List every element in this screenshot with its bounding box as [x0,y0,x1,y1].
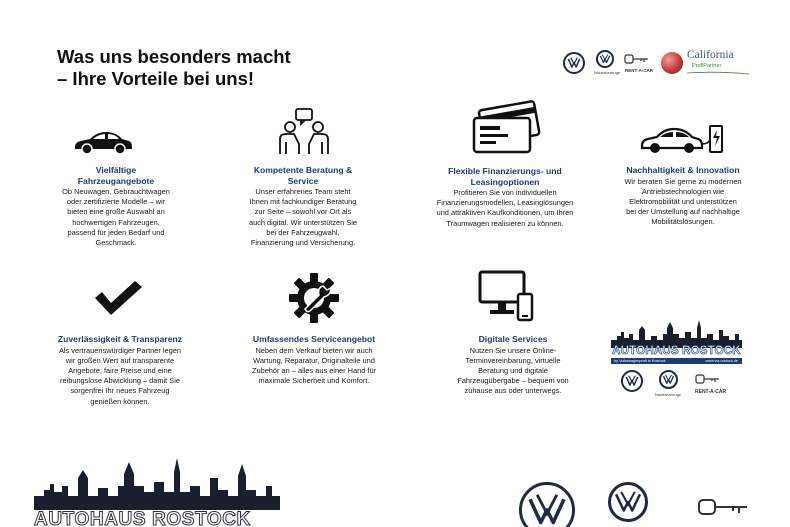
feature-title: Zuverlässigkeit & Transparenz [57,334,183,344]
rent-a-car-key-icon [624,52,650,66]
monitor-phone-icon [478,270,534,324]
electric-car-icon [640,122,726,156]
vw-logo-icon [519,482,575,527]
feature-reliability-transparency [40,334,200,407]
checkmark-icon [92,278,144,318]
credit-cards-icon [470,100,544,156]
vw-commercial-caption: Nutzfahrzeuge [594,70,621,75]
headline-line-2: – Ihre Vorteile bei uns! [57,68,255,89]
vw-logo-icon [621,370,643,392]
city-skyline-icon [32,456,282,510]
feature-title: Umfassendes Serviceangebot [252,334,376,344]
page-headline [57,46,357,90]
feature-title: Digitale Services [478,334,548,344]
feature-title: Flexible Finanzierungs- und Leasingoptionen [448,166,562,187]
feature-vehicle-offers [40,165,192,248]
rent-a-car-caption: RENT-A-CAR [625,68,653,73]
feature-description: Wir beraten Sie gerne zu modernen Antriebstechnologien wie Elektromobilität und unterstützen bei der Umstellung auf nachhaltige Mobilitätslösungen. [624,176,742,227]
rent-a-car-key-icon [697,494,751,520]
california-underline [687,71,749,75]
vw-commercial-caption: Nutzfahrzeuge [655,392,682,397]
feature-digital-services [438,334,588,397]
footer-dealer-logo [32,456,282,527]
dealer-strip-left: by Volkswagenprofi in Rostock [614,359,666,363]
feature-financing-leasing [420,166,590,229]
rent-a-car-key-icon [695,372,721,386]
feature-consulting-service [228,165,378,248]
vw-logo-icon [563,52,585,74]
headline-line-1: Was uns besonders macht [57,46,291,67]
feature-sustainability-innovation [606,165,760,228]
california-globe-icon [661,52,683,74]
footer-dealer-name: AUTOHAUS ROSTOCK [34,509,251,527]
feature-description: Nutzen Sie unsere Online- Terminvereinbarung, virtuelle Beratung und digitale Fahrzeugübergabe – bequem von zuhause aus oder unterwegs. [457,345,569,396]
dealer-logo [609,318,744,398]
feature-description: Neben dem Verkauf bieten wir auch Wartung, Reparatur, Originalteile und Zubehör an – alles aus einer Hand für maximale Sicherheit und Komfort. [251,345,377,386]
dealer-name: AUTOHAUS ROSTOCK [612,345,741,357]
feature-description: Ob Neuwagen, Gebrauchtwagen oder zertifizierte Modelle – wir bieten eine große Auswahl an hochwertigen Fahrzeugen, passend für jeden Bedarf und Geschmack. [62,187,170,248]
vw-commercial-logo-icon [608,482,648,522]
brand-logo-row [561,46,761,78]
feature-title: Nachhaltigkeit & Innovation [626,165,740,175]
gear-wrench-icon [287,271,341,325]
team-chat-icon [277,108,331,156]
california-title: California [687,49,734,61]
vw-commercial-logo-icon [596,50,614,68]
feature-title: Vielfältige Fahrzeugangebote [77,165,155,186]
dealer-strip-right: www.vw-rostock.de [705,359,738,363]
rent-a-car-caption: RENT-A-CAR [695,389,727,395]
vw-commercial-logo-icon [659,370,678,389]
feature-description: Unser erfahrenes Team steht Ihnen mit fachkundiger Beratung zur Seite – sowohl vor Ort als auch digital. Wir unterstützen Sie bei der Fahrzeugwahl, Finanzierung und Versicherung. [248,187,358,248]
feature-description: Profitieren Sie von individuellen Finanzierungsmodellen, Leasinglösungen und attraktiven Kaufkonditionen, um Ihren Traumwagen realisieren zu können. [436,188,574,228]
california-subtitle: ProfiPartner [692,63,722,69]
city-skyline-icon [609,318,744,348]
dealer-strip [611,358,742,364]
feature-description: Als vertrauenswürdiger Partner legen wir großen Wert auf transparente Angebote, faire Preise und eine reibungslose Abwicklung – damit Sie sorgenfrei Ihr neues Fahrzeug genießen können. [58,345,181,406]
car-icon [72,128,134,156]
feature-service-offering [234,334,394,386]
feature-title: Kompetente Beratung & Service [253,165,353,186]
